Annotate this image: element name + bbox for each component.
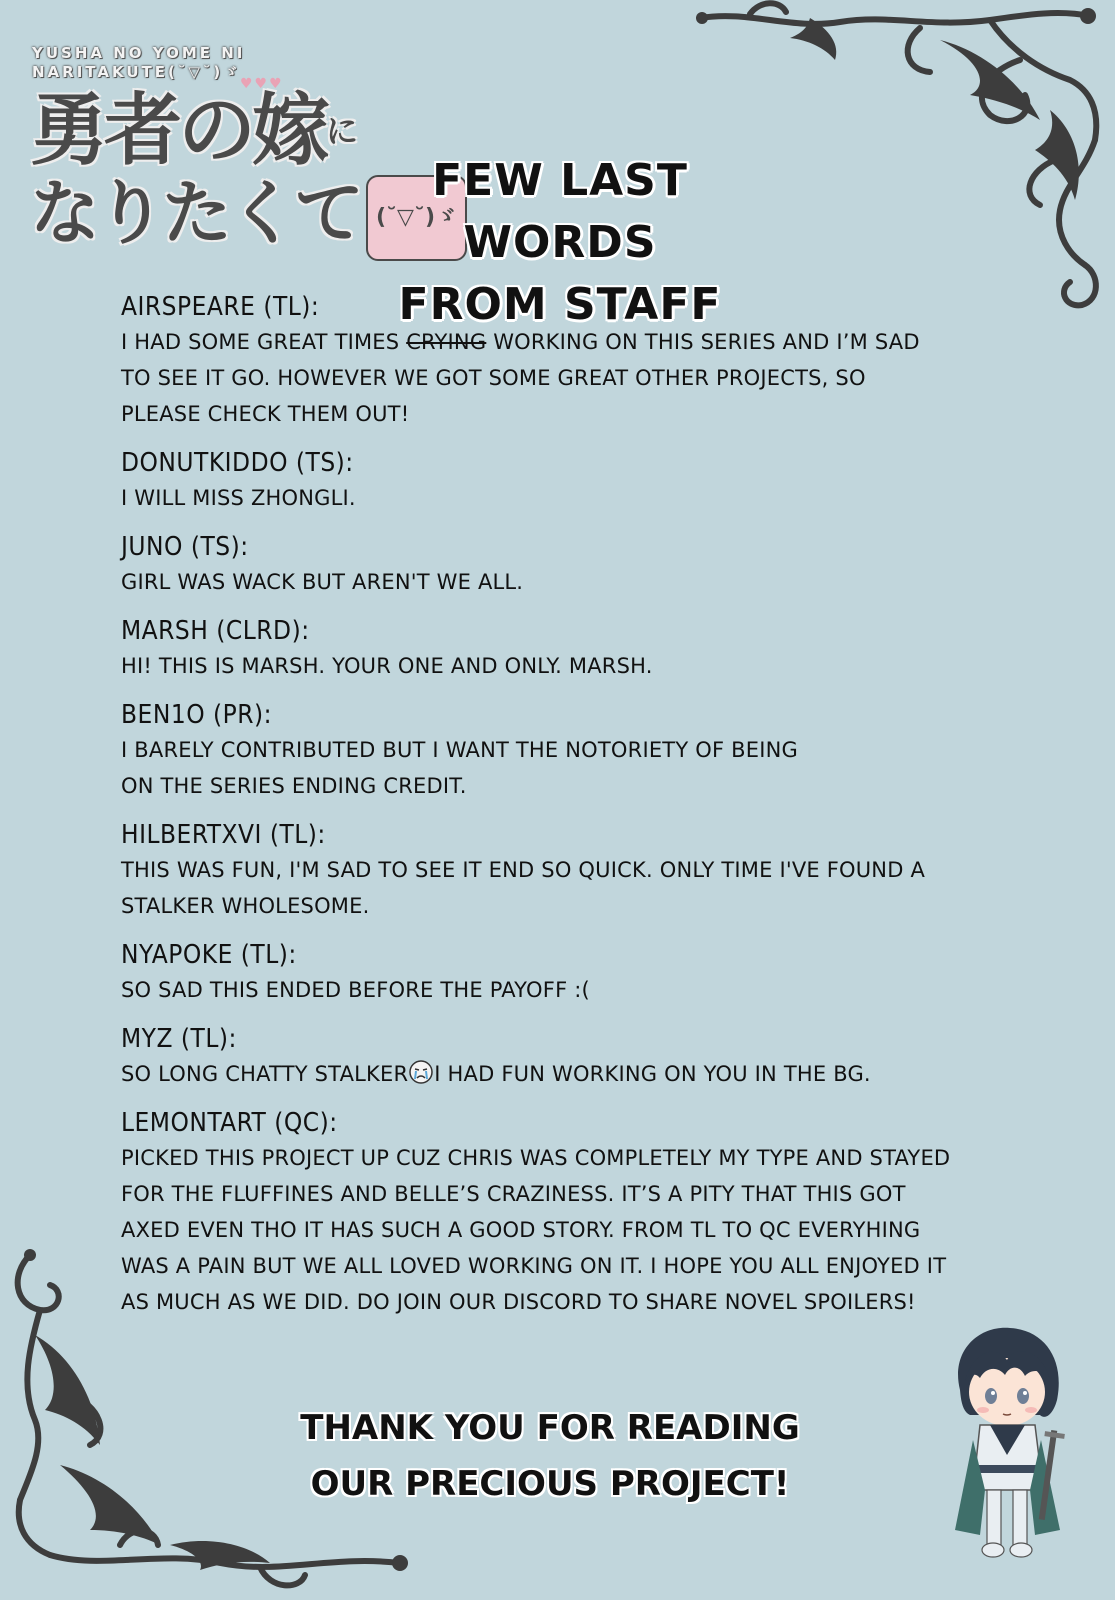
message-text: SO LONG CHATTY STALKER <box>121 1062 409 1086</box>
chibi-character-illustration <box>935 1320 1075 1570</box>
credit-entry <box>121 698 1001 804</box>
series-logo <box>30 40 458 270</box>
logo-jp-line2: なりたくて <box>30 172 360 254</box>
struck-word: CRYING <box>406 330 487 354</box>
message-text: I HAD FUN WORKING ON YOU IN THE BG. <box>434 1062 871 1086</box>
staff-message: SO SAD THIS ENDED BEFORE THE PAYOFF :( <box>121 978 590 1002</box>
thanks-line2: OUR PRECIOUS PROJECT! <box>310 1464 790 1504</box>
crying-face-icon <box>408 1059 434 1085</box>
credit-entry <box>121 530 1001 600</box>
staff-name: MYZ (TL): <box>121 1024 237 1054</box>
staff-message <box>121 1056 1001 1092</box>
staff-name: DONUTKIDDO (TS): <box>121 448 354 478</box>
credit-entry <box>121 938 1001 1008</box>
staff-name: BEN1O (PR): <box>121 700 273 730</box>
staff-name: HILBERTXVI (TL): <box>121 820 326 850</box>
staff-name: JUNO (TS): <box>121 532 249 562</box>
staff-message: PICKED THIS PROJECT UP CUZ CHRIS WAS COMPLETELY MY TYPE AND STAYED FOR THE FLUFFINES AND BELLE’S CRAZINESS. IT’S A PITY THAT THIS GOT AXED EVEN THO IT HAS SUCH A GOOD STORY. FROM TL TO QC EVERYHING WAS A PAIN BUT WE ALL LOVED WORKING ON IT. I HOPE YOU ALL ENJOYED IT AS MUCH AS WE DID. DO JOIN OUR DISCORD TO SHARE NOVEL SPOILERS! <box>121 1146 951 1314</box>
logo-jp-part-a: 勇者の <box>30 86 253 176</box>
staff-name: AIRSPEARE (TL): <box>121 292 320 322</box>
credit-entry <box>121 290 1001 432</box>
staff-message <box>121 324 941 432</box>
message-text: I HAD SOME GREAT TIMES <box>121 330 407 354</box>
credit-entry <box>121 614 1001 684</box>
credit-entry <box>121 1106 1001 1320</box>
staff-message: HI! THIS IS MARSH. YOUR ONE AND ONLY. MARSH. <box>121 654 653 678</box>
credit-entry <box>121 1022 1001 1092</box>
logo-romaji-line2: NARITAKUTE(˘▽˘)ゞ <box>32 63 242 81</box>
title-line1: FEW LAST WORDS <box>432 155 688 268</box>
credit-entry <box>121 446 1001 516</box>
staff-name: MARSH (CLRD): <box>121 616 310 646</box>
staff-name: NYAPOKE (TL): <box>121 940 297 970</box>
logo-romaji <box>32 44 245 82</box>
logo-jp-part-c: に <box>326 112 355 150</box>
staff-message: GIRL WAS WACK BUT AREN'T WE ALL. <box>121 570 524 594</box>
logo-jp-part-b: 嫁 <box>252 86 327 176</box>
staff-name: LEMONTART (QC): <box>121 1108 338 1138</box>
staff-credits-list <box>121 290 1001 1334</box>
heart-icon: ♥♥♥ <box>240 76 284 92</box>
staff-message: I WILL MISS ZHONGLI. <box>121 486 356 510</box>
staff-message: I BARELY CONTRIBUTED BUT I WANT THE NOTORIETY OF BEING ON THE SERIES ENDING CREDIT. <box>121 738 798 798</box>
staff-message: THIS WAS FUN, I'M SAD TO SEE IT END SO QUICK. ONLY TIME I'VE FOUND A STALKER WHOLESOME. <box>121 858 926 918</box>
message-text: WORKING ON THIS SERIES AND I’M SAD TO SEE IT GO. HOWEVER WE GOT SOME GREAT OTHER PROJECTS, SO PLEASE CHECK THEM OUT! <box>121 330 920 426</box>
logo-romaji-line1: YUSHA NO YOME NI <box>32 44 246 62</box>
credit-entry <box>121 818 1001 924</box>
thank-you-message <box>300 1400 800 1512</box>
thanks-line1: THANK YOU FOR READING <box>300 1408 800 1448</box>
logo-face: (˘▽˘)ゞ <box>366 175 467 261</box>
title-line2: FROM STAFF <box>398 279 722 330</box>
